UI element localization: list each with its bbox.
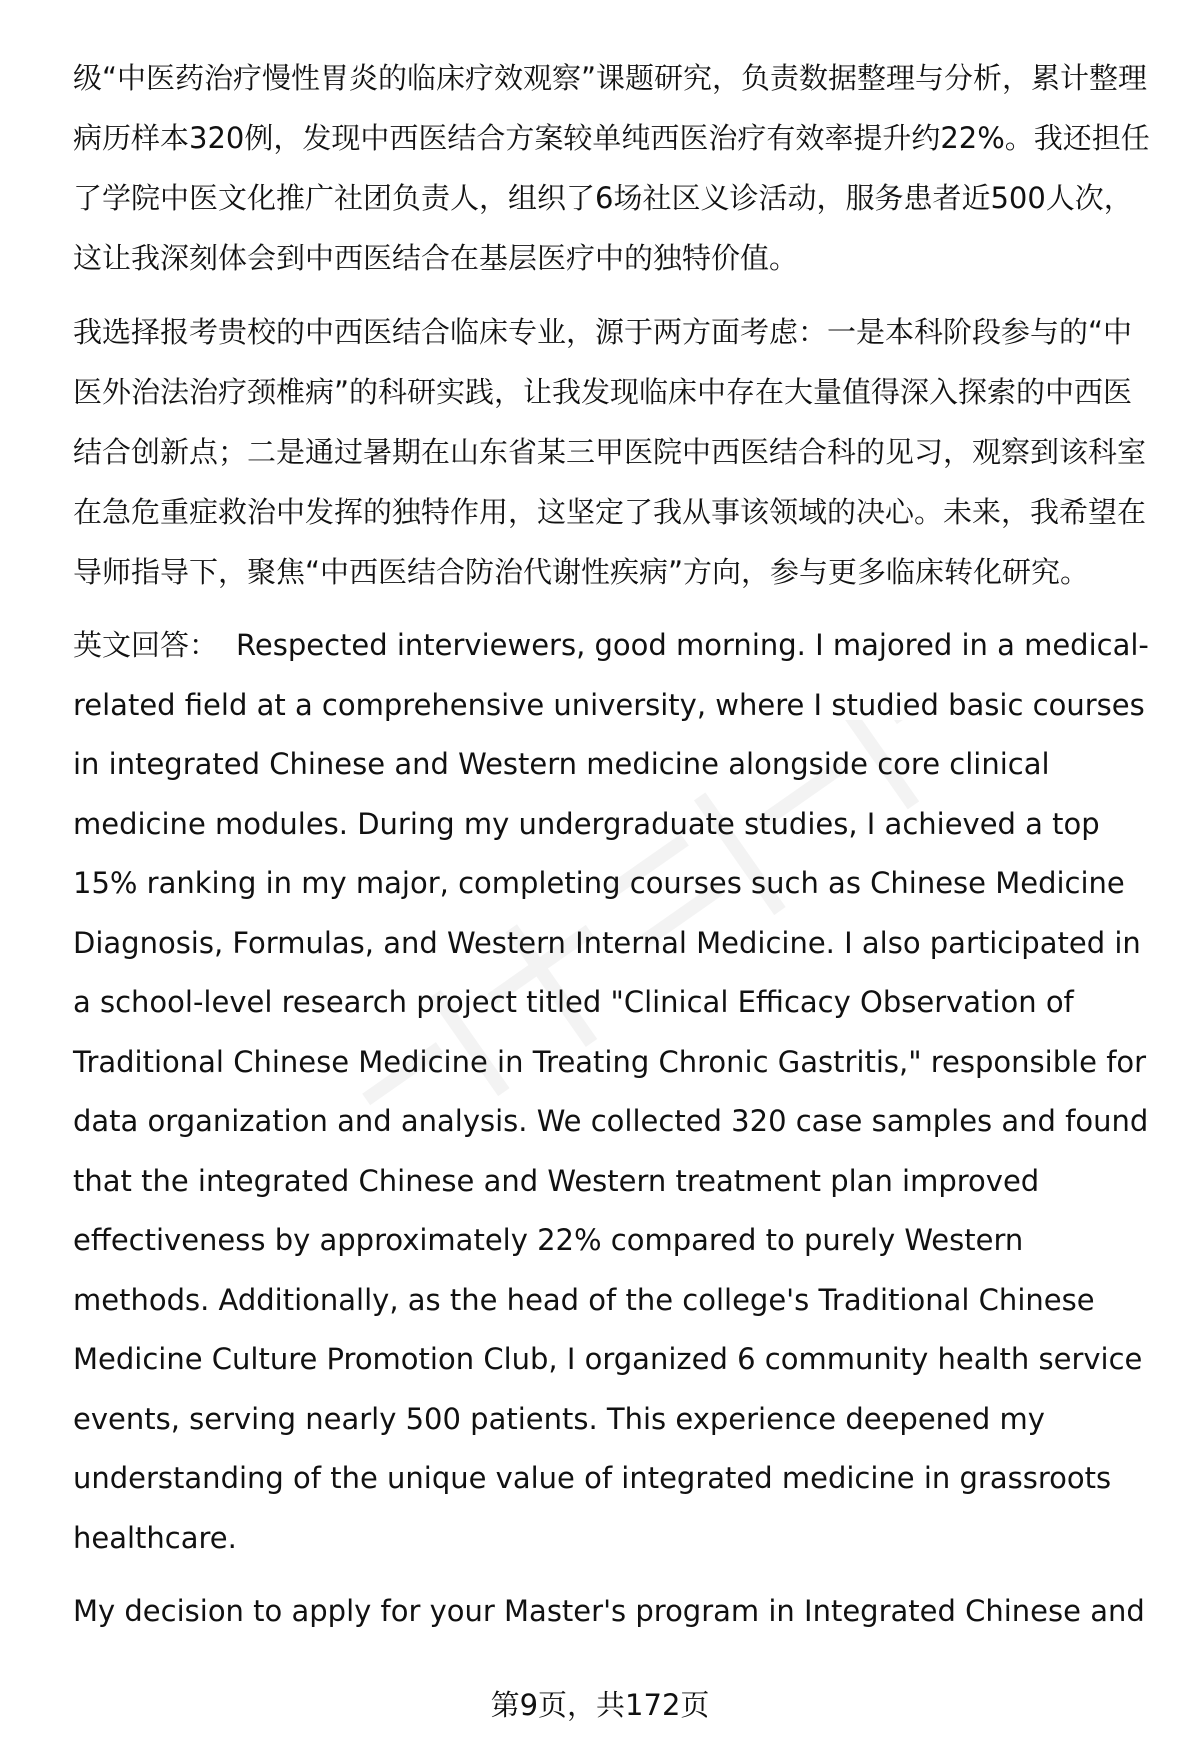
answer-label: 英文回答： <box>73 628 219 662</box>
document-body <box>73 48 1153 1671</box>
paragraph-english-answer <box>73 616 1153 1568</box>
paragraph-english-decision: My decision to apply for your Master's program in Integrated Chinese and <box>73 1594 1145 1628</box>
answer-text: Respected interviewers, good morning. I majored in a medical-related field at a comprehensive university, where I studied basic courses in integrated Chinese and Western medicine alongside core clinical medicine modules. During my undergraduate studies, I achieved a top 15% ranking in my major, completing courses such as Chinese Medicine Diagnosis, Formulas, and Western Internal Medicine. I also participated in a school-level research project titled "Clinical Efficacy Observation of Traditional Chinese Medicine in Treating Chronic Gastritis," responsible for data organization and analysis. We collected 320 case samples and found that the integrated Chinese and Western treatment plan improved effectiveness by approximately 22% compared to purely Western methods. Additionally, as the head of the college's Traditional Chinese Medicine Culture Promotion Club, I organized 6 community health service events, serving nearly 500 patients. This experience deepened my understanding of the unique value of integrated medicine in grassroots healthcare. <box>73 628 1149 1555</box>
page-number-footer: 第9页，共172页 <box>490 1688 710 1722</box>
paragraph-chinese-research: 级“中医药治疗慢性胃炎的临床疗效观察”课题研究，负责数据整理与分析，累计整理病历样本320例，发现中西医结合方案较单纯西医治疗有效率提升约22%。我还担任了学院中医文化推广社团负责人，组织了6场社区义诊活动，服务患者近500人次，这让我深刻体会到中西医结合在基层医疗中的独特价值。 <box>73 61 1150 275</box>
paragraph-chinese-motivation: 我选择报考贵校的中西医结合临床专业，源于两方面考虑：一是本科阶段参与的“中医外治法治疗颈椎病”的科研实践，让我发现临床中存在大量值得深入探索的中西医结合创新点；二是通过暑期在山东省某三甲医院中西医结合科的见习，观察到该科室在急危重症救治中发挥的独特作用，这坚定了我从事该领域的决心。未来，我希望在导师指导下，聚焦“中西医结合防治代谢性疾病”方向，参与更多临床转化研究。 <box>73 315 1147 589</box>
